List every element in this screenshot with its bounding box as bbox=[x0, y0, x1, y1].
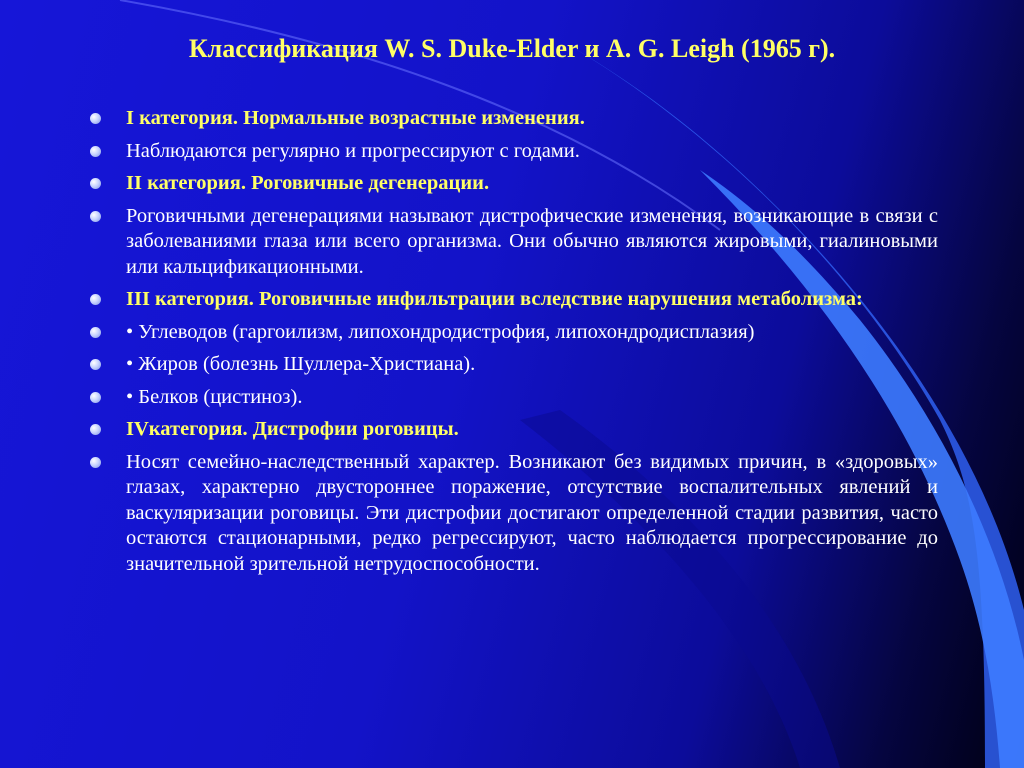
bullet-icon bbox=[90, 211, 101, 222]
bullet-icon bbox=[90, 113, 101, 124]
slide-title: Классификация W. S. Duke-Elder и A. G. Leigh (1965 г). bbox=[188, 34, 836, 63]
list-item bbox=[88, 204, 938, 281]
bullet-icon bbox=[90, 392, 101, 403]
list-item bbox=[88, 352, 938, 378]
bullet-icon bbox=[90, 294, 101, 305]
list-item-text: II категория. Роговичные дегенерации. bbox=[126, 172, 490, 194]
bullet-icon bbox=[90, 178, 101, 189]
list-item bbox=[88, 450, 938, 578]
list-item-text: • Углеводов (гаргоилизм, липохондродистрофия, липохондродисплазия) bbox=[126, 320, 755, 343]
list-item bbox=[88, 417, 938, 443]
bullet-icon bbox=[90, 327, 101, 338]
list-item-text: • Жиров (болезнь Шуллера-Христиана). bbox=[126, 353, 476, 375]
list-item bbox=[88, 106, 938, 132]
list-item bbox=[88, 171, 938, 197]
list-item-text: Роговичными дегенерациями называют дистрофические изменения, возникающие в связи с заболеваниями глаза или всего организма. Они обычно являются жировыми, гиалиновыми или кальцификационными. bbox=[126, 204, 938, 278]
list-item bbox=[88, 287, 938, 313]
list-item-text: I категория. Нормальные возрастные изменения. bbox=[126, 107, 585, 129]
bullet-icon bbox=[90, 424, 101, 435]
list-item bbox=[88, 139, 938, 165]
list-item-text: Наблюдаются регулярно и прогрессируют с годами. bbox=[126, 139, 580, 162]
list-item-text: IVкатегория. Дистрофии роговицы. bbox=[126, 418, 459, 440]
bullet-list bbox=[88, 106, 938, 584]
list-item bbox=[88, 385, 938, 411]
list-item-text: Носят семейно-наследственный характер. Возникают без видимых причин, в «здоровых» глазах, характерно двустороннее поражение, отсутствие воспалительных явлений и васкуляризации роговицы. Эти дистрофии достигают определенной стадии развития, часто остаются стационарными, редко регрессируют, часто наблюдается прогрессирование до значительной зрительной нетрудоспособности. bbox=[126, 450, 938, 575]
bullet-icon bbox=[90, 146, 101, 157]
list-item-text: • Белков (цистиноз). bbox=[126, 385, 303, 408]
list-item-text: III категория. Роговичные инфильтрации вследствие нарушения метаболизма: bbox=[126, 288, 863, 310]
list-item bbox=[88, 320, 938, 346]
bullet-icon bbox=[90, 457, 101, 468]
bullet-icon bbox=[90, 359, 101, 370]
